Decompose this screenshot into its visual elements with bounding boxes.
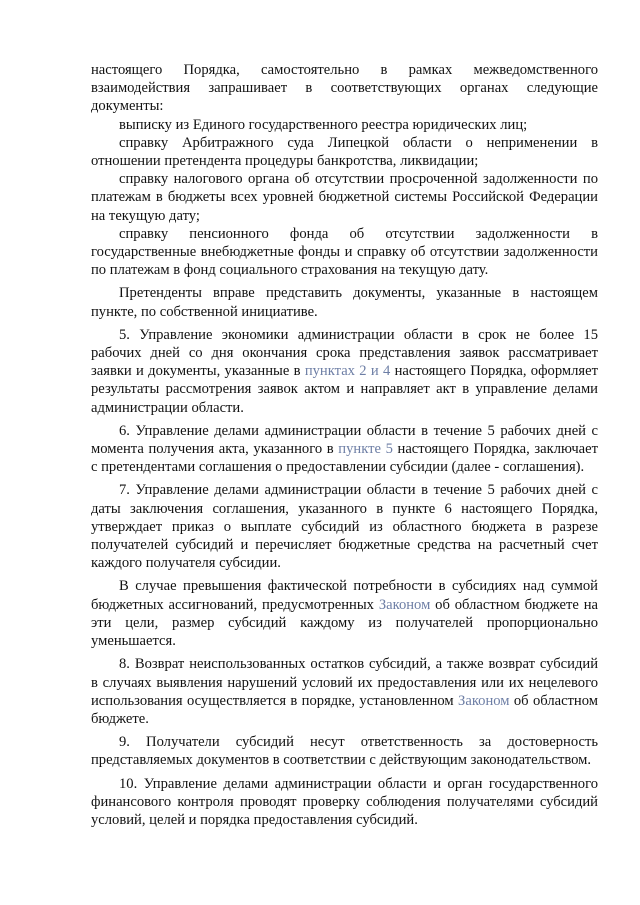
paragraph-tax: справку налогового органа об отсутствии просроченной задолженности по платежам в бюджеты всех уровней бюджетной системы Российской Федерации на текущую дату; bbox=[91, 171, 598, 224]
paragraph-7: 7. Управление делами администрации области в течение 5 рабочих дней с даты заключения соглашения, указанного в пункте 6 настоящего Порядка, утверждает приказ о выплате субсидий из областного бюджета в разрезе получателей субсидий и перечисляет бюджетные средства на расчетный счет каждого получателя субсидии. bbox=[91, 482, 598, 572]
paragraph-5 bbox=[91, 326, 598, 417]
paragraph-continuation: настоящего Порядка, самостоятельно в рамках межведомственного взаимодействия запрашивает в соответствующих органах следующие документы: bbox=[91, 62, 598, 115]
paragraph-8-text-b: об областном бюджете. bbox=[91, 692, 598, 727]
link-points-2-4[interactable]: пунктах 2 и 4 bbox=[304, 363, 391, 380]
paragraph-excess-text-a: В случае превышения фактической потребности в субсидиях над суммой бюджетных ассигнований, предусмотренных bbox=[91, 578, 598, 613]
paragraph-excess-text-b: об областном бюджете на эти цели, размер субсидий каждому из получателей пропорционально уменьшается. bbox=[91, 596, 599, 650]
paragraph-arbitration: справку Арбитражного суда Липецкой области о неприменении в отношении претендента процедуры банкротства, ликвидации; bbox=[91, 134, 598, 170]
paragraph-excess bbox=[91, 577, 598, 650]
paragraph-5-text-a: 5. Управление экономики администрации области в срок не более 15 рабочих дней со дня окончания срока представления заявок рассматривает заявки и документы, указанные в bbox=[91, 326, 598, 380]
paragraph-extract: выписку из Единого государственного реестра юридических лиц; bbox=[119, 116, 528, 133]
paragraph-6-text-a: 6. Управление делами администрации области в течение 5 рабочих дней с момента получения акта, указанного в bbox=[91, 422, 598, 458]
paragraph-10: 10. Управление делами администрации области и орган государственного финансового контроля проводят проверку соблюдения получателями субсидий условий, целей и порядка предоставления субсидий. bbox=[91, 775, 598, 828]
link-point-5[interactable]: пункте 5 bbox=[338, 441, 393, 458]
paragraph-9: 9. Получатели субсидий несут ответственность за достоверность представляемых документов в соответствии с действующим законодательством. bbox=[91, 734, 598, 769]
link-law-budget-2[interactable]: Законом bbox=[458, 692, 510, 709]
paragraph-5-text-b: настоящего Порядка, оформляет результаты рассмотрения заявок актом и направляет акт в управление делами администрации области. bbox=[91, 363, 598, 416]
paragraph-own-initiative: Претенденты вправе представить документы, указанные в настоящем пункте, по собственной инициативе. bbox=[91, 285, 598, 320]
paragraph-8-text-a: 8. Возврат неиспользованных остатков субсидий, а также возврат субсидий в случаях выявления нарушений условий их предоставления или их нецелевого использования осуществляется в порядке, установленном bbox=[91, 656, 598, 709]
link-law-budget[interactable]: Законом bbox=[378, 596, 431, 613]
paragraph-6-text-b: настоящего Порядка, заключает с претендентами соглашения о предоставлении субсидии (далее - соглашения). bbox=[91, 441, 598, 476]
paragraph-6 bbox=[91, 422, 598, 477]
paragraph-8 bbox=[91, 655, 598, 728]
paragraph-pension: справку пенсионного фонда об отсутствии задолженности в государственные внебюджетные фонды и справку об отсутствии задолженности по платежам в фонд социального страхования на текущую дату. bbox=[91, 225, 598, 279]
